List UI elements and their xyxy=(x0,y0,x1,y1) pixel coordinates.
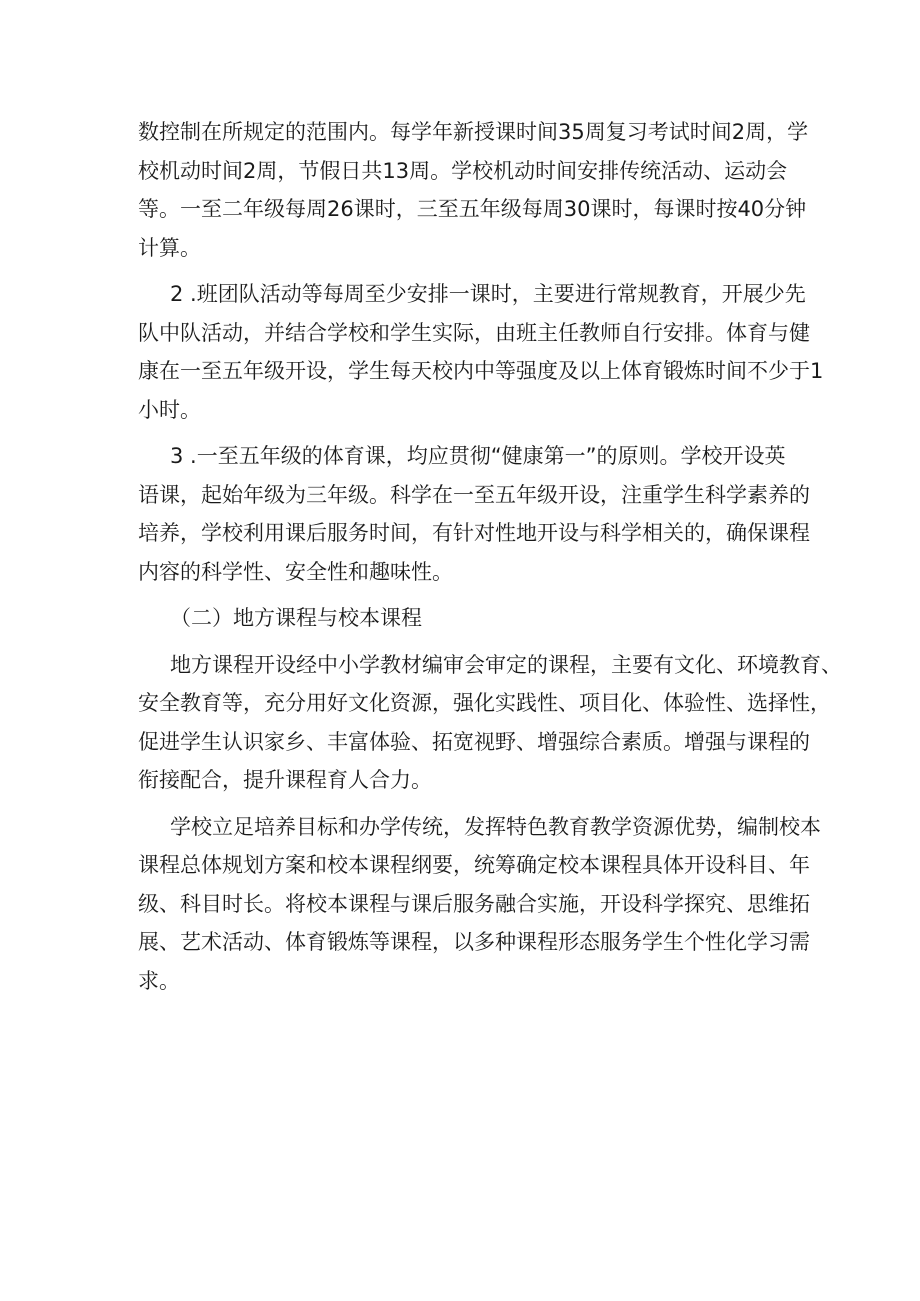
body-text xyxy=(138,113,842,1008)
text-line: 语课，起始年级为三年级。科学在一至五年级开设，注重学生科学素养的 xyxy=(138,482,810,507)
text-line: 3 .一至五年级的体育课，均应贯彻“健康第一”的原则。学校开设英 xyxy=(170,444,786,468)
text-line: 计算。 xyxy=(138,235,201,260)
paragraph-p4 xyxy=(138,599,798,638)
paragraph-p2 xyxy=(138,275,824,429)
text-line: 学校立足培养目标和办学传统，发挥特色教育教学资源优势，编制校本 xyxy=(170,814,821,839)
text-line: 康在一至五年级开设，学生每天校内中等强度及以上体育锻炼时间不少于1 xyxy=(138,359,824,383)
text-line: 课程总体规划方案和校本课程纲要，统筹确定校本课程具体开设科目、年 xyxy=(138,853,810,877)
text-line: 培养，学校利用课后服务时间，有针对性地开设与科学相关的，确保课程 xyxy=(138,521,810,545)
text-line: 地方课程开设经中小学教材编审会审定的课程，主要有文化、环境教育、 xyxy=(170,652,842,677)
text-line: 级、科目时长。将校本课程与课后服务融合实施，开设科学探究、思维拓 xyxy=(138,891,810,916)
text-line: 2 .班团队活动等每周至少安排一课时，主要进行常规教育，开展少先 xyxy=(170,282,806,306)
text-line: （二）地方课程与校本课程 xyxy=(170,606,422,630)
text-line: 队中队活动，并结合学校和学生实际，由班主任教师自行安排。体育与健 xyxy=(138,320,810,345)
paragraph-p1 xyxy=(138,113,809,267)
text-line: 内容的科学性、安全性和趣味性。 xyxy=(138,559,453,584)
paragraph-p3 xyxy=(138,437,810,591)
text-line: 等。一至二年级每周26课时，三至五年级每周30课时，每课时按40分钟 xyxy=(138,197,807,221)
text-line: 促进学生认识家乡、丰富体验、拓宽视野、增强综合素质。增强与课程的 xyxy=(138,729,810,754)
text-line: 求。 xyxy=(138,968,180,993)
text-line: 校机动时间2周，节假日共13周。学校机动时间安排传统活动、运动会 xyxy=(138,158,788,183)
text-line: 展、艺术活动、体育锻炼等课程，以多种课程形态服务学生个性化学习需 xyxy=(138,930,810,954)
text-line: 衔接配合，提升课程育人合力。 xyxy=(138,768,432,792)
paragraph-p6 xyxy=(138,808,821,1001)
text-line: 小时。 xyxy=(138,397,201,422)
text-line: 安全教育等，充分用好文化资源，强化实践性、项目化、体验性、选择性， xyxy=(138,691,831,715)
text-line: 数控制在所规定的范围内。每学年新授课时间35周复习考试时间2周，学 xyxy=(138,120,809,144)
paragraph-p5 xyxy=(138,646,842,800)
